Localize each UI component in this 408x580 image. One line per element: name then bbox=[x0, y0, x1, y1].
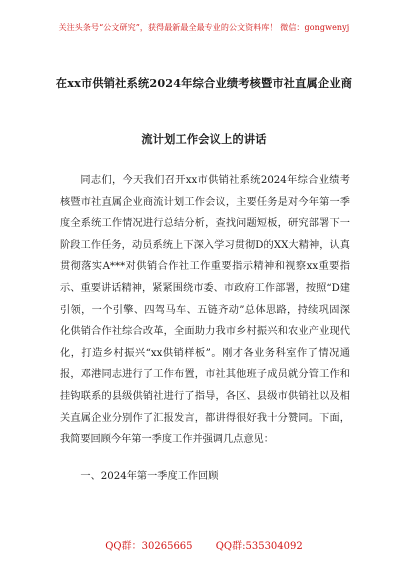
promo-banner: 关注头条号“公文研究”，获得最新最全最专业的公文资料库！ 微信：gongwenyj bbox=[58, 23, 350, 32]
title-line-2: 流计划工作会议上的讲话 bbox=[141, 132, 267, 146]
body-paragraph: 同志们，今天我们召开xx市供销社系统2024年综合业绩考核暨市社直属企业商流计划工作会议，主要任务是对今年第一季度全系统工作情况进行总结分析，查找问题短板，研究部署下一阶段工作任务，动员系统上下深入学习贯彻D的XX大精神，认真贯彻落实A***对供销合作社工作重要指示精神和视察xx重要指示、重要讲话精神，紧紧围绕市委、市政府工作部署，按照“D建引领，一个引擎、四驾马车、五链齐动”总体思路，持续巩固深化供销合作社综合改革，全面助力我市乡村振兴和农业产业现代化，打造乡村振兴“xx供销样板”。刚才各业务科室作了情况通报，邓港同志进行了工作布置，市社其他班子成员就分管工作和挂钩联系的县级供销社进行了指导，各区、县级市供销社以及相关直属企业分别作了汇报发言，都讲得很好我十分赞同。下面，我简要回顾今年第一季度工作并强调几点意见： bbox=[60, 175, 350, 446]
footer-contacts bbox=[0, 537, 408, 552]
title-line-1: 在xx市供销社系统2024年综合业绩考核暨市社直属企业商 bbox=[55, 76, 353, 90]
section-heading: 一、2024年第一季度工作回顾 bbox=[80, 471, 219, 482]
qq-group-1: QQ群：30265665 bbox=[105, 541, 193, 552]
body-text bbox=[60, 170, 350, 451]
qq-group-2: QQ群:535304092 bbox=[215, 541, 303, 552]
